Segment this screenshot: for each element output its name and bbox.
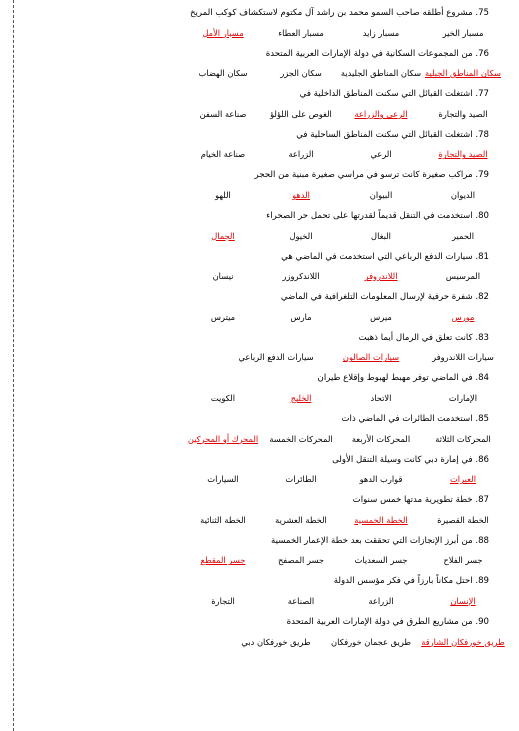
answer-option: التجارة bbox=[211, 595, 235, 606]
options-row bbox=[24, 636, 505, 649]
answer-option: المحركات الخمسة bbox=[269, 433, 333, 444]
answer-option: مسبار الخير bbox=[442, 27, 484, 38]
answer-option: صناعة الخيام bbox=[200, 149, 246, 160]
answer-option: سكان المناطق الجليدية bbox=[340, 68, 422, 79]
answer-option: سيارات اللاندروفر bbox=[432, 352, 494, 363]
answer-option: طريق خورفكان دبي bbox=[241, 636, 311, 647]
answer-option: الصناعة bbox=[287, 595, 315, 606]
options-row bbox=[24, 596, 491, 608]
answer-option: جسر الفلاح bbox=[443, 555, 483, 566]
options-row bbox=[24, 434, 491, 446]
answer-option: سكان الجزر bbox=[280, 68, 322, 79]
correct-answer-option: مورس bbox=[451, 311, 475, 322]
answer-option: جسر المصفح bbox=[277, 555, 325, 566]
answer-option: سيارات الدفع الرباعي bbox=[238, 352, 314, 363]
correct-answer-option: سيارات الصالون bbox=[342, 352, 400, 363]
answer-option: جسر السعديات bbox=[354, 555, 408, 566]
page-margin-line bbox=[13, 0, 14, 731]
answer-option: مسبار زايد bbox=[362, 27, 400, 38]
answer-option: السيارات bbox=[207, 474, 239, 485]
question-text: 86. في إمارة دبي كانت وسيلة التنقل الأولى bbox=[332, 454, 489, 465]
correct-answer-option: طريق خورفكان الشارقة bbox=[421, 636, 505, 647]
answer-option: الغوص على اللؤلؤ bbox=[270, 108, 332, 119]
answer-option: الرعي bbox=[370, 149, 392, 160]
question-text: 80. استخدمت في التنقل قديماً لقدرتها على تحمل حر الصحراء bbox=[266, 211, 489, 221]
options-row bbox=[24, 28, 491, 40]
answer-option: نيسان bbox=[212, 271, 234, 282]
question-text: 76. من المجموعات السكانية في دولة الإمارات العربية المتحدة bbox=[265, 48, 489, 59]
question-text: 89. احتل مكاناً بارزاً في فكر مؤسس الدولة bbox=[333, 576, 489, 587]
options-row bbox=[24, 393, 491, 405]
correct-answer-option: الجمال bbox=[211, 230, 235, 241]
answer-option: الاتحاد bbox=[370, 392, 392, 403]
options-row bbox=[24, 231, 491, 243]
answer-option: الطائرات bbox=[285, 474, 317, 485]
question-text: 88. من أبرز الإنجازات التي تحققت بعد خطة الإعمار الخمسية bbox=[271, 535, 489, 546]
options-row bbox=[24, 149, 491, 161]
answer-option: المحركات الثلاثة bbox=[435, 433, 491, 444]
answer-option: الديوان bbox=[450, 189, 476, 200]
question-text: 78. اشتغلت القبائل التي سكنت المناطق الساحلية في bbox=[296, 129, 489, 140]
options-row bbox=[24, 515, 491, 527]
answer-option: الزراعة bbox=[368, 595, 394, 606]
correct-answer-option: العبرات bbox=[449, 474, 477, 485]
answer-option: مارس bbox=[290, 311, 312, 322]
answer-option: سكان الهضاب bbox=[198, 68, 248, 79]
answer-option: الصيد والتجارة bbox=[438, 108, 488, 119]
question-text: 81. سيارات الدفع الرباعي التي استخدمت في الماضي هي bbox=[281, 251, 489, 262]
answer-option: الخطة الثنائية bbox=[200, 514, 246, 525]
options-row bbox=[24, 555, 491, 567]
answer-option: الإمارات bbox=[448, 392, 478, 403]
options-row bbox=[24, 190, 491, 202]
question-text: 79. مراكب صغيرة كانت ترسو في مراسي صغيرة مبنية من الحجر bbox=[254, 170, 489, 181]
answer-option: الزراعة bbox=[288, 149, 314, 160]
correct-answer-option: الإنسان bbox=[450, 595, 476, 606]
answer-option: مسبار العطاء bbox=[278, 27, 324, 38]
answer-option: البيوان bbox=[369, 189, 393, 200]
answer-option: اللاندكروزر bbox=[282, 271, 320, 282]
answer-option: قوارب الدهو bbox=[359, 474, 403, 485]
answer-option: البغال bbox=[371, 230, 391, 241]
correct-answer-option: سكان المناطق الجبلية bbox=[424, 68, 502, 79]
correct-answer-option: جسر المقطع bbox=[200, 555, 246, 566]
answer-option: المحركات الأربعة bbox=[351, 433, 411, 444]
answer-option: اللهو bbox=[215, 189, 231, 200]
question-text: 84. في الماضي توفر مهبط لهبوط وإقلاع طيران bbox=[317, 373, 489, 384]
question-text: 77. اشتغلت القبائل التي سكنت المناطق الداخلية في bbox=[299, 89, 489, 100]
question-text: 85. استخدمت الطائرات في الماضي ذات bbox=[341, 414, 489, 424]
question-text: 87. خطة تطويرية مدتها خمس سنوات bbox=[352, 495, 489, 506]
answer-option: الخطة القصيرة bbox=[437, 514, 489, 525]
options-row bbox=[24, 68, 502, 80]
correct-answer-option: الدهو bbox=[292, 189, 310, 200]
answer-option: المرسيس bbox=[445, 271, 481, 282]
answer-option: الخيول bbox=[289, 230, 313, 241]
options-row bbox=[24, 352, 494, 364]
options-row bbox=[24, 271, 491, 283]
answer-option: ميرس bbox=[370, 311, 392, 322]
correct-answer-option: اللاندروفر bbox=[364, 271, 398, 282]
options-row bbox=[24, 109, 491, 121]
correct-answer-option: الصيد والتجارة bbox=[438, 149, 488, 160]
answer-option: الحمير bbox=[451, 230, 475, 241]
answer-option: الخطة العشرية bbox=[275, 514, 327, 525]
answer-option: الكويت bbox=[210, 392, 236, 403]
question-text: 83. كانت تعلق في الرمال أيما ذهبت bbox=[358, 332, 489, 343]
question-text: 75. مشروع أطلقه صاحب السمو محمد بن راشد آل مكتوم لاستكشاف كوكب المريخ bbox=[189, 8, 489, 18]
correct-answer-option: الخطة الخمسية bbox=[354, 514, 408, 525]
correct-answer-option: الخليج bbox=[290, 392, 312, 403]
options-row bbox=[24, 474, 491, 486]
answer-option: ميترس bbox=[210, 311, 236, 322]
correct-answer-option: مسبار الأمل bbox=[202, 27, 244, 38]
question-text: 90. من مشاريع الطرق في دولة الإمارات العربية المتحدة bbox=[286, 617, 489, 627]
correct-answer-option: المحرك أو المحركين bbox=[187, 433, 259, 444]
answer-option: طريق عجمان خورفكان bbox=[331, 636, 411, 647]
options-row bbox=[24, 312, 491, 324]
correct-answer-option: الرعي والزراعة bbox=[354, 108, 408, 119]
answer-option: صناعة السفن bbox=[199, 108, 247, 119]
question-text: 82. شفرة حرفية لإرسال المعلومات التلغرافية في الماضي bbox=[280, 292, 489, 303]
